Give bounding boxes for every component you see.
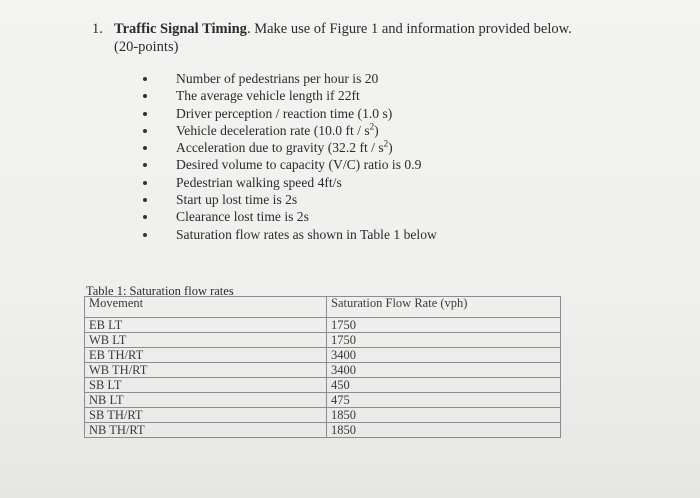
bullet-icon <box>143 233 147 237</box>
list-item: Pedestrian walking speed 4ft/s <box>138 174 437 191</box>
list-item: Start up lost time is 2s <box>138 191 437 208</box>
rate-cell: 3400 <box>327 363 561 378</box>
table-row <box>85 408 561 423</box>
list-item: Clearance lost time is 2s <box>138 208 437 225</box>
movement-cell: WB TH/RT <box>85 363 327 378</box>
question-intro: . Make use of Figure 1 and information provided below. <box>246 21 572 37</box>
movement-cell: SB LT <box>85 378 327 393</box>
list-item: Vehicle deceleration rate (10.0 ft / $s^2$) <box>138 122 437 139</box>
table-row <box>85 378 561 393</box>
question <box>92 20 682 56</box>
table-row <box>85 423 561 438</box>
rate-cell: 1750 <box>327 318 561 333</box>
movement-cell: EB TH/RT <box>85 348 327 363</box>
list-item: Number of pedestrians per hour is 20 <box>138 70 437 87</box>
rate-cell: 450 <box>327 378 561 393</box>
bullet-icon <box>143 94 147 98</box>
bullet-icon <box>143 181 147 185</box>
rate-cell: 3400 <box>327 348 561 363</box>
table-row <box>85 363 561 378</box>
movement-cell: WB LT <box>85 333 327 348</box>
rate-cell: 475 <box>327 393 561 408</box>
bullet-icon <box>143 129 147 133</box>
movement-cell: NB TH/RT <box>85 423 327 438</box>
question-heading <box>92 20 682 38</box>
list-item: Acceleration due to gravity (32.2 ft / $s^2$) <box>138 139 437 156</box>
list-item: Desired volume to capacity (V/C) ratio is 0.9 <box>138 156 437 173</box>
saturation-flow-table <box>84 296 561 438</box>
given-info-list <box>138 70 437 243</box>
table-caption: Table 1: Saturation flow rates <box>86 284 234 298</box>
rate-cell: 1750 <box>327 333 561 348</box>
bullet-icon <box>143 163 147 167</box>
movement-cell: EB LT <box>85 318 327 333</box>
question-points: (20-points) <box>114 39 179 55</box>
header-saturation-flow-rate: Saturation Flow Rate (vph) <box>327 297 561 318</box>
list-item: Driver perception / reaction time (1.0 s) <box>138 105 437 122</box>
bullet-icon <box>143 112 147 116</box>
table-row <box>85 318 561 333</box>
bullet-icon <box>143 77 147 81</box>
question-title: Traffic Signal Timing <box>114 21 247 37</box>
rate-cell: 1850 <box>327 408 561 423</box>
table-row <box>85 393 561 408</box>
list-item: The average vehicle length if 22ft <box>138 87 437 104</box>
movement-cell: NB LT <box>85 393 327 408</box>
list-item: Saturation flow rates as shown in Table 1 below <box>138 226 437 243</box>
bullet-icon <box>143 146 147 150</box>
bullet-icon <box>143 198 147 202</box>
bullet-icon <box>143 215 147 219</box>
question-number: 1. <box>92 21 103 37</box>
table-row <box>85 333 561 348</box>
header-movement: Movement <box>85 297 327 318</box>
table-header-row <box>85 297 561 318</box>
movement-cell: SB TH/RT <box>85 408 327 423</box>
table-row <box>85 348 561 363</box>
rate-cell: 1850 <box>327 423 561 438</box>
